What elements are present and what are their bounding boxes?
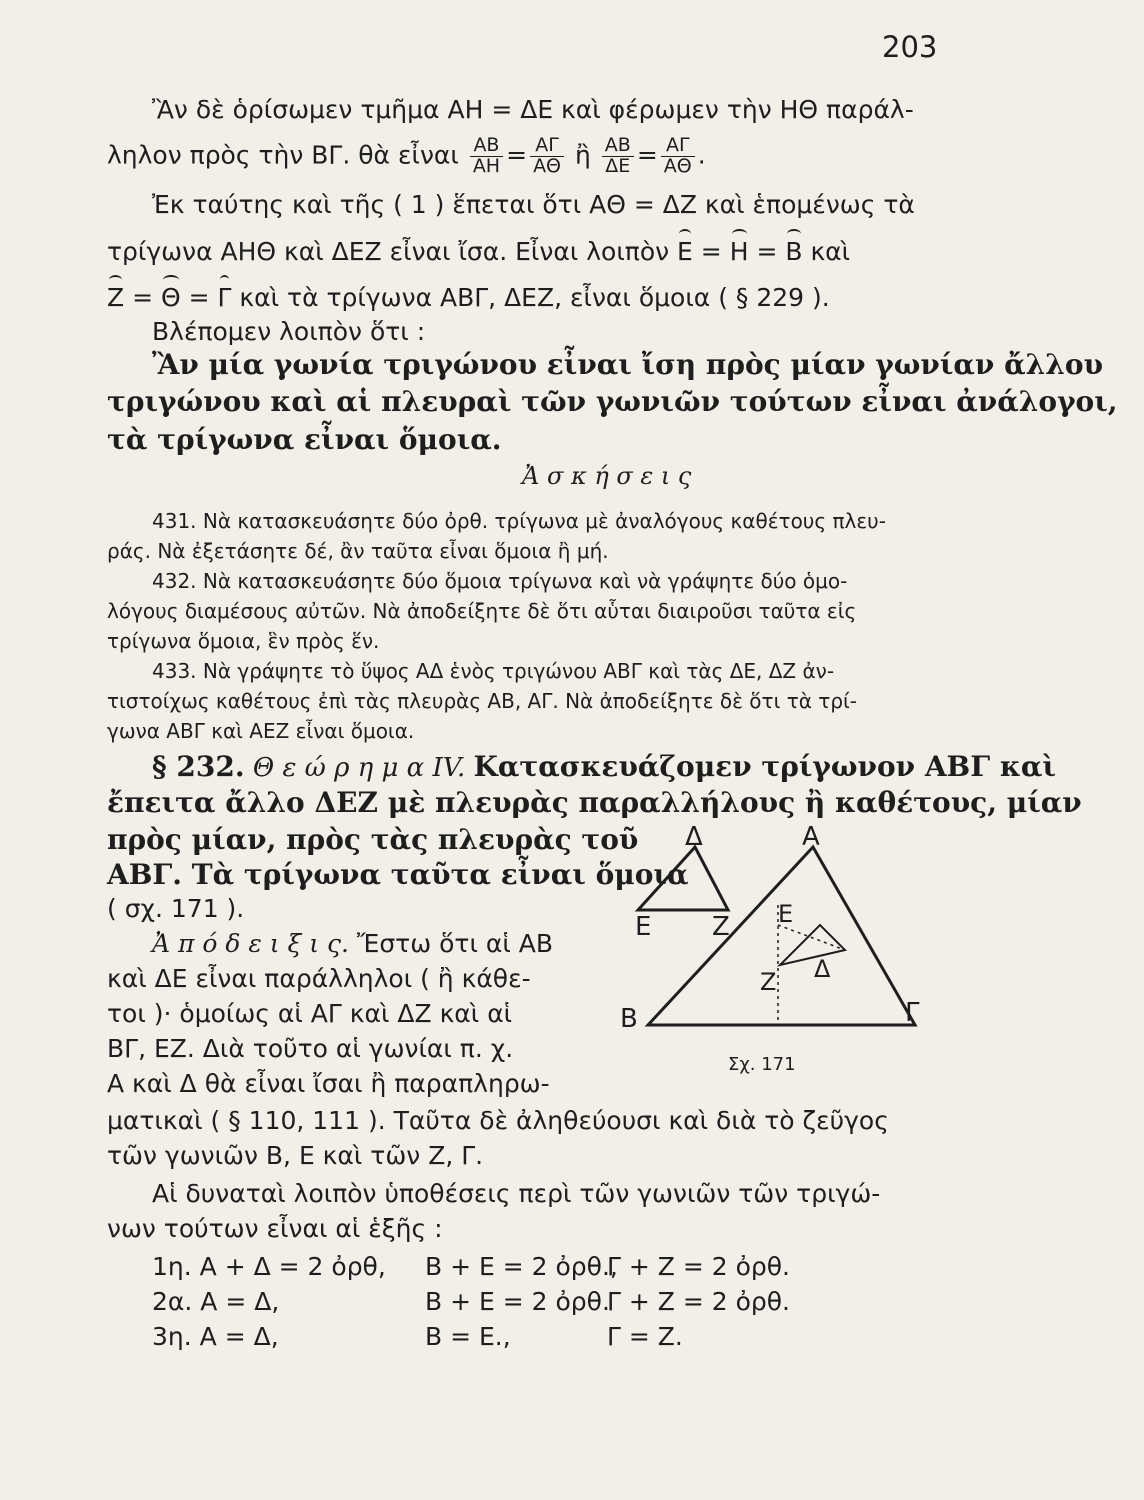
case-condition: Α = Δ, [200, 1287, 280, 1316]
text-line: Βλέπομεν λοιπὸν ὅτι : [152, 317, 426, 346]
exercises-heading: Ἀ σ κ ή σ ε ι ς [522, 462, 692, 490]
label-a-top: Α [802, 822, 820, 852]
theorem-line: Ἂν μία γωνία τριγώνου εἶναι ἴση πρὸς μίαν γωνίαν ἄλλου [152, 348, 1104, 381]
proof-line [152, 930, 553, 958]
text-line: Ἐκ ταύτης καὶ τῆς ( 1 ) ἕπεται ὅτι ΑΘ = ΔΖ καὶ ἑπομένως τὰ [152, 190, 915, 219]
label-e-left: Ε [635, 912, 652, 942]
case-condition: Α + Δ = 2 ὀρθ, [199, 1252, 386, 1281]
theorem-line: τριγώνου καὶ αἱ πλευραὶ τῶν γωνιῶν τούτων εἶναι ἀνάλογοι, [107, 385, 1118, 418]
angle-symbol: Ε [677, 237, 693, 266]
angle-symbol: Η [729, 237, 749, 266]
case-condition: Γ + Ζ = 2 ὀρθ. [607, 1287, 790, 1316]
figure-171 [600, 815, 940, 1080]
text-fragment: τρίγωνα ΑΗΘ καὶ ΔΕΖ εἶναι ἴσα. Εἶναι λοιπὸν [107, 237, 670, 266]
page-number: 203 [882, 30, 938, 64]
proof-line: ματικαὶ ( § 110, 111 ). Ταῦτα δὲ ἀληθεύουσι καὶ διὰ τὸ ζεῦγος [107, 1106, 889, 1135]
angle-symbol: Θ [160, 283, 181, 312]
exercise-line: 431. Νὰ κατασκευάσητε δύο ὀρθ. τρίγωνα μὲ ἀναλόγους καθέτους πλευ- [152, 509, 886, 533]
text-line-with-angles: Ζ = Θ = Γ καὶ τὰ τρίγωνα ΑΒΓ, ΔΕΖ, εἶναι ὅμοια ( § 229 ). [107, 283, 830, 312]
figure-caption: Σχ. 171 [728, 1054, 796, 1075]
label-z-left: Ζ [712, 912, 730, 942]
proof-line: τοι )· ὁμοίως αἱ ΑΓ καὶ ΔΖ καὶ αἱ [107, 999, 513, 1028]
case-condition: Β = Ε., [425, 1322, 511, 1351]
proof-line: νων τούτων εἶναι αἱ ἑξῆς : [107, 1214, 443, 1243]
fraction-denominator: ΑΗ [472, 154, 501, 177]
proof-line: τῶν γωνιῶν Β, Ε καὶ τῶν Ζ, Γ. [107, 1141, 484, 1170]
fraction-denominator: ΑΘ [533, 154, 562, 177]
triangle-dez [638, 847, 728, 910]
case-condition: Β + Ε = 2 ὀρθ. [425, 1287, 610, 1316]
fraction-numerator: ΑΓ [530, 136, 564, 157]
triangle-abg [648, 847, 915, 1025]
text-fragment: καὶ τὰ τρίγωνα ΑΒΓ, ΔΕΖ, εἶναι ὅμοια ( § 229 ). [239, 283, 830, 312]
proof-label: Ἀ π ό δ ε ι ξ ι ς. [152, 929, 349, 958]
proof-line: καὶ ΔΕ εἶναι παράλληλοι ( ἢ κάθε- [107, 964, 531, 993]
proof-line: Α καὶ Δ θὰ εἶναι ἴσαι ἢ παραπληρω- [107, 1069, 550, 1098]
section-statement: Κατασκευάζομεν τρίγωνον ΑΒΓ καὶ [473, 750, 1056, 783]
case-condition: Γ + Ζ = 2 ὀρθ. [607, 1252, 790, 1281]
dashed-line [778, 925, 845, 950]
case-condition: Γ = Ζ. [607, 1322, 683, 1351]
section-statement-line: ( σχ. 171 ). [107, 894, 245, 923]
angle-symbol: Β [785, 237, 803, 266]
case-condition: Α = Δ, [199, 1322, 279, 1351]
angle-symbol: Ζ [107, 283, 125, 312]
label-z-inner: Ζ [760, 968, 777, 996]
exercise-line: τιστοίχως καθέτους ἐπὶ τὰς πλευρὰς ΑΒ, ΑΓ. Νὰ ἀποδείξητε δὲ ὅτι τὰ τρί- [107, 689, 857, 713]
proof-line: ΒΓ, ΕΖ. Διὰ τοῦτο αἱ γωνίαι π. χ. [107, 1034, 514, 1063]
case-row [152, 1253, 386, 1281]
exercise-line: 432. Νὰ κατασκευάσητε δύο ὅμοια τρίγωνα καὶ νὰ γράψητε δύο ὁμο- [152, 569, 848, 593]
or-word: ἢ [574, 140, 591, 170]
case-row [152, 1323, 279, 1351]
case-condition: Β + Ε = 2 ὀρθ., [425, 1252, 618, 1281]
theorem-label: Θ ε ώ ρ η μ α IV. [252, 753, 466, 783]
text-line: Ἂν δὲ ὁρίσωμεν τμῆμα ΑΗ = ΔΕ καὶ φέρωμεν τὴν ΗΘ παράλ- [152, 95, 914, 124]
fraction [470, 136, 503, 177]
triangle-inner [780, 925, 845, 965]
exercise-line: λόγους διαμέσους αὐτῶν. Νὰ ἀποδείξητε δὲ ὅτι αὗται διαιροῦσι ταῦτα εἰς [107, 599, 857, 623]
fraction [661, 136, 695, 177]
label-g: Γ [905, 998, 920, 1028]
fraction [530, 136, 564, 177]
exercise-line: γωνα ΑΒΓ καὶ ΑΕΖ εἶναι ὅμοια. [107, 719, 415, 743]
case-label: 3η. [152, 1322, 192, 1351]
section-statement-line: ἔπειτα ἄλλο ΔΕΖ μὲ πλευρὰς παραλλήλους ἢ καθέτους, μίαν [107, 786, 1082, 819]
exercise-line: τρίγωνα ὅμοια, ἓν πρὸς ἕν. [107, 629, 380, 653]
text-fragment: καὶ [810, 237, 851, 266]
theorem-line: τὰ τρίγωνα εἶναι ὅμοια. [107, 423, 502, 456]
case-row [152, 1288, 279, 1316]
case-label: 1η. [152, 1252, 192, 1281]
text-line-with-fractions: ληλον πρὸς τὴν ΒΓ. θὰ εἶναι $\frac{AB}{AH}$ = $\frac{A\Gamma}{A\Theta}$ ἢ $\frac{AB}{\Delta E}$ = $\frac{A\Gamma}{A\Theta}$ . [107, 134, 706, 177]
section-number: § 232. [152, 750, 245, 783]
text-fragment: ληλον πρὸς τὴν ΒΓ. θὰ εἶναι [107, 140, 459, 170]
angle-symbol: Γ [217, 283, 232, 312]
fraction-denominator: ΔΕ [605, 154, 631, 177]
section-statement-line: ΑΒΓ. Τὰ τρίγωνα ταῦτα εἶναι ὅμοια [107, 858, 689, 891]
case-label: 2α. [152, 1287, 193, 1316]
section-heading [152, 752, 1056, 783]
fraction-denominator: ΑΘ [663, 154, 692, 177]
exercise-line: 433. Νὰ γράψητε τὸ ὕψος ΑΔ ἑνὸς τριγώνου ΑΒΓ καὶ τὰς ΔΕ, ΔΖ ἀν- [152, 659, 835, 683]
section-statement-line: πρὸς μίαν, πρὸς τὰς πλευρὰς τοῦ [107, 823, 639, 856]
text-fragment: Ἔστω ὅτι αἱ ΑΒ [356, 929, 553, 958]
fraction-numerator: ΑΒ [602, 136, 634, 157]
exercise-line: ράς. Νὰ ἐξετάσητε δέ, ἂν ταῦτα εἶναι ὅμοια ἢ μή. [107, 539, 609, 563]
proof-line: Αἱ δυναταὶ λοιπὸν ὑποθέσεις περὶ τῶν γωνιῶν τῶν τριγώ- [152, 1179, 881, 1208]
fraction-numerator: ΑΒ [470, 136, 503, 157]
label-delta-top: Δ [685, 822, 703, 852]
label-b: Β [620, 1004, 638, 1034]
text-line-with-angles: τρίγωνα ΑΗΘ καὶ ΔΕΖ εἶναι ἴσα. Εἶναι λοιπὸν Ε = Η = Β καὶ [107, 237, 851, 266]
fraction-numerator: ΑΓ [661, 136, 695, 157]
label-e-inner: Ε [778, 900, 794, 928]
label-delta-inner: Δ [814, 955, 831, 983]
fraction [602, 136, 634, 177]
